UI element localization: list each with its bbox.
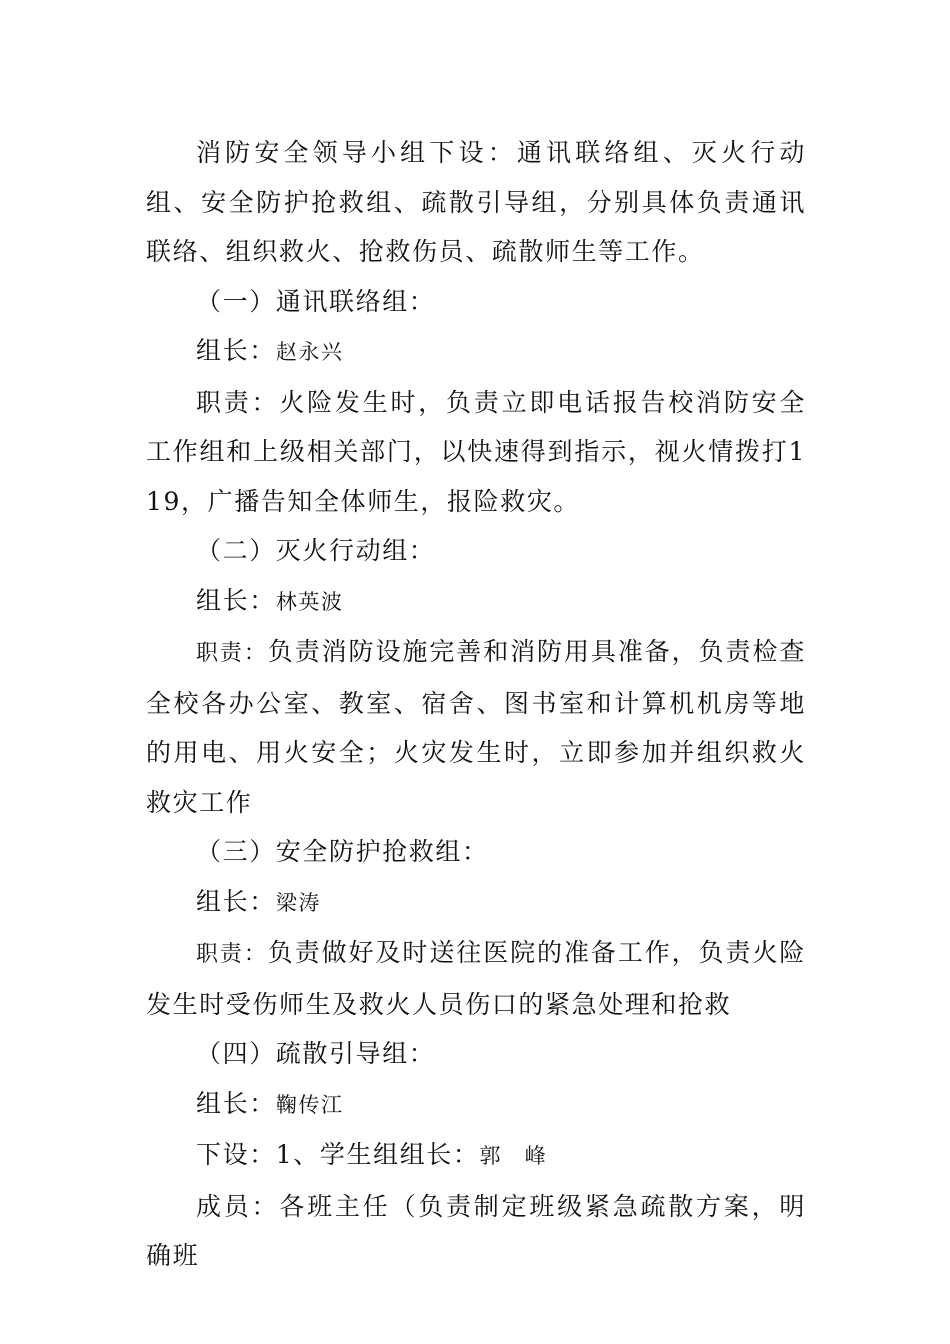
group-2-heading: （二）灭火行动组： <box>196 536 436 565</box>
duty-text: 负责消防设施完善和消防用具准备，负责检查全校各办公室、教室、宿舍、图书室和计算机机房等地的用电、用火安全；火灾发生时，立即参加并组织救火救灾工作 <box>146 637 806 817</box>
duty-label: 职责： <box>196 942 268 967</box>
intro-paragraph: 消防安全领导小组下设：通讯联络组、灭火行动组、安全防护抢救组、疏散引导组，分别具体负责通讯联络、组织救火、抢救伤员、疏散师生等工作。 <box>146 138 806 266</box>
leader-label: 组长： <box>196 1088 276 1118</box>
group-3-leader <box>146 877 806 929</box>
leader-name: 梁涛 <box>275 890 322 915</box>
group-1-leader <box>146 326 806 378</box>
leader-name: 赵永兴 <box>275 340 344 364</box>
duty-label: 职责： <box>196 641 268 666</box>
group-2-duty <box>146 627 806 827</box>
group-3-heading: （三）安全防护抢救组： <box>196 837 489 866</box>
group-4-members: 成员：各班主任（负责制定班级紧急疏散方案，明确班 <box>146 1191 806 1270</box>
leader-name: 林英波 <box>275 589 344 614</box>
document-page <box>146 128 806 1281</box>
subgroup-label: 下设：1、学生组组长： <box>196 1140 480 1169</box>
group-1-duty: 职责：火险发生时，负责立即电话报告校消防安全工作组和上级相关部门，以快速得到指示，视火情拨打119，广播告知全体师生，报险救灾。 <box>146 387 806 516</box>
leader-label: 组长： <box>196 886 276 916</box>
group-3-duty <box>146 928 806 1029</box>
group-4-subgroup <box>146 1130 806 1182</box>
duty-text: 负责做好及时送往医院的准备工作，负责火险发生时受伤师生及救火人员伤口的紧急处理和抢救 <box>146 938 806 1019</box>
group-1-heading: （一）通讯联络组： <box>196 286 436 316</box>
subgroup-leader-name: 郭 峰 <box>479 1144 548 1168</box>
group-4-leader <box>146 1079 806 1131</box>
group-4-heading: （四）疏散引导组： <box>196 1039 436 1068</box>
group-2-leader <box>146 576 806 628</box>
leader-name: 鞠传江 <box>275 1092 344 1117</box>
leader-label: 组长： <box>196 585 276 615</box>
leader-label: 组长： <box>196 336 276 365</box>
